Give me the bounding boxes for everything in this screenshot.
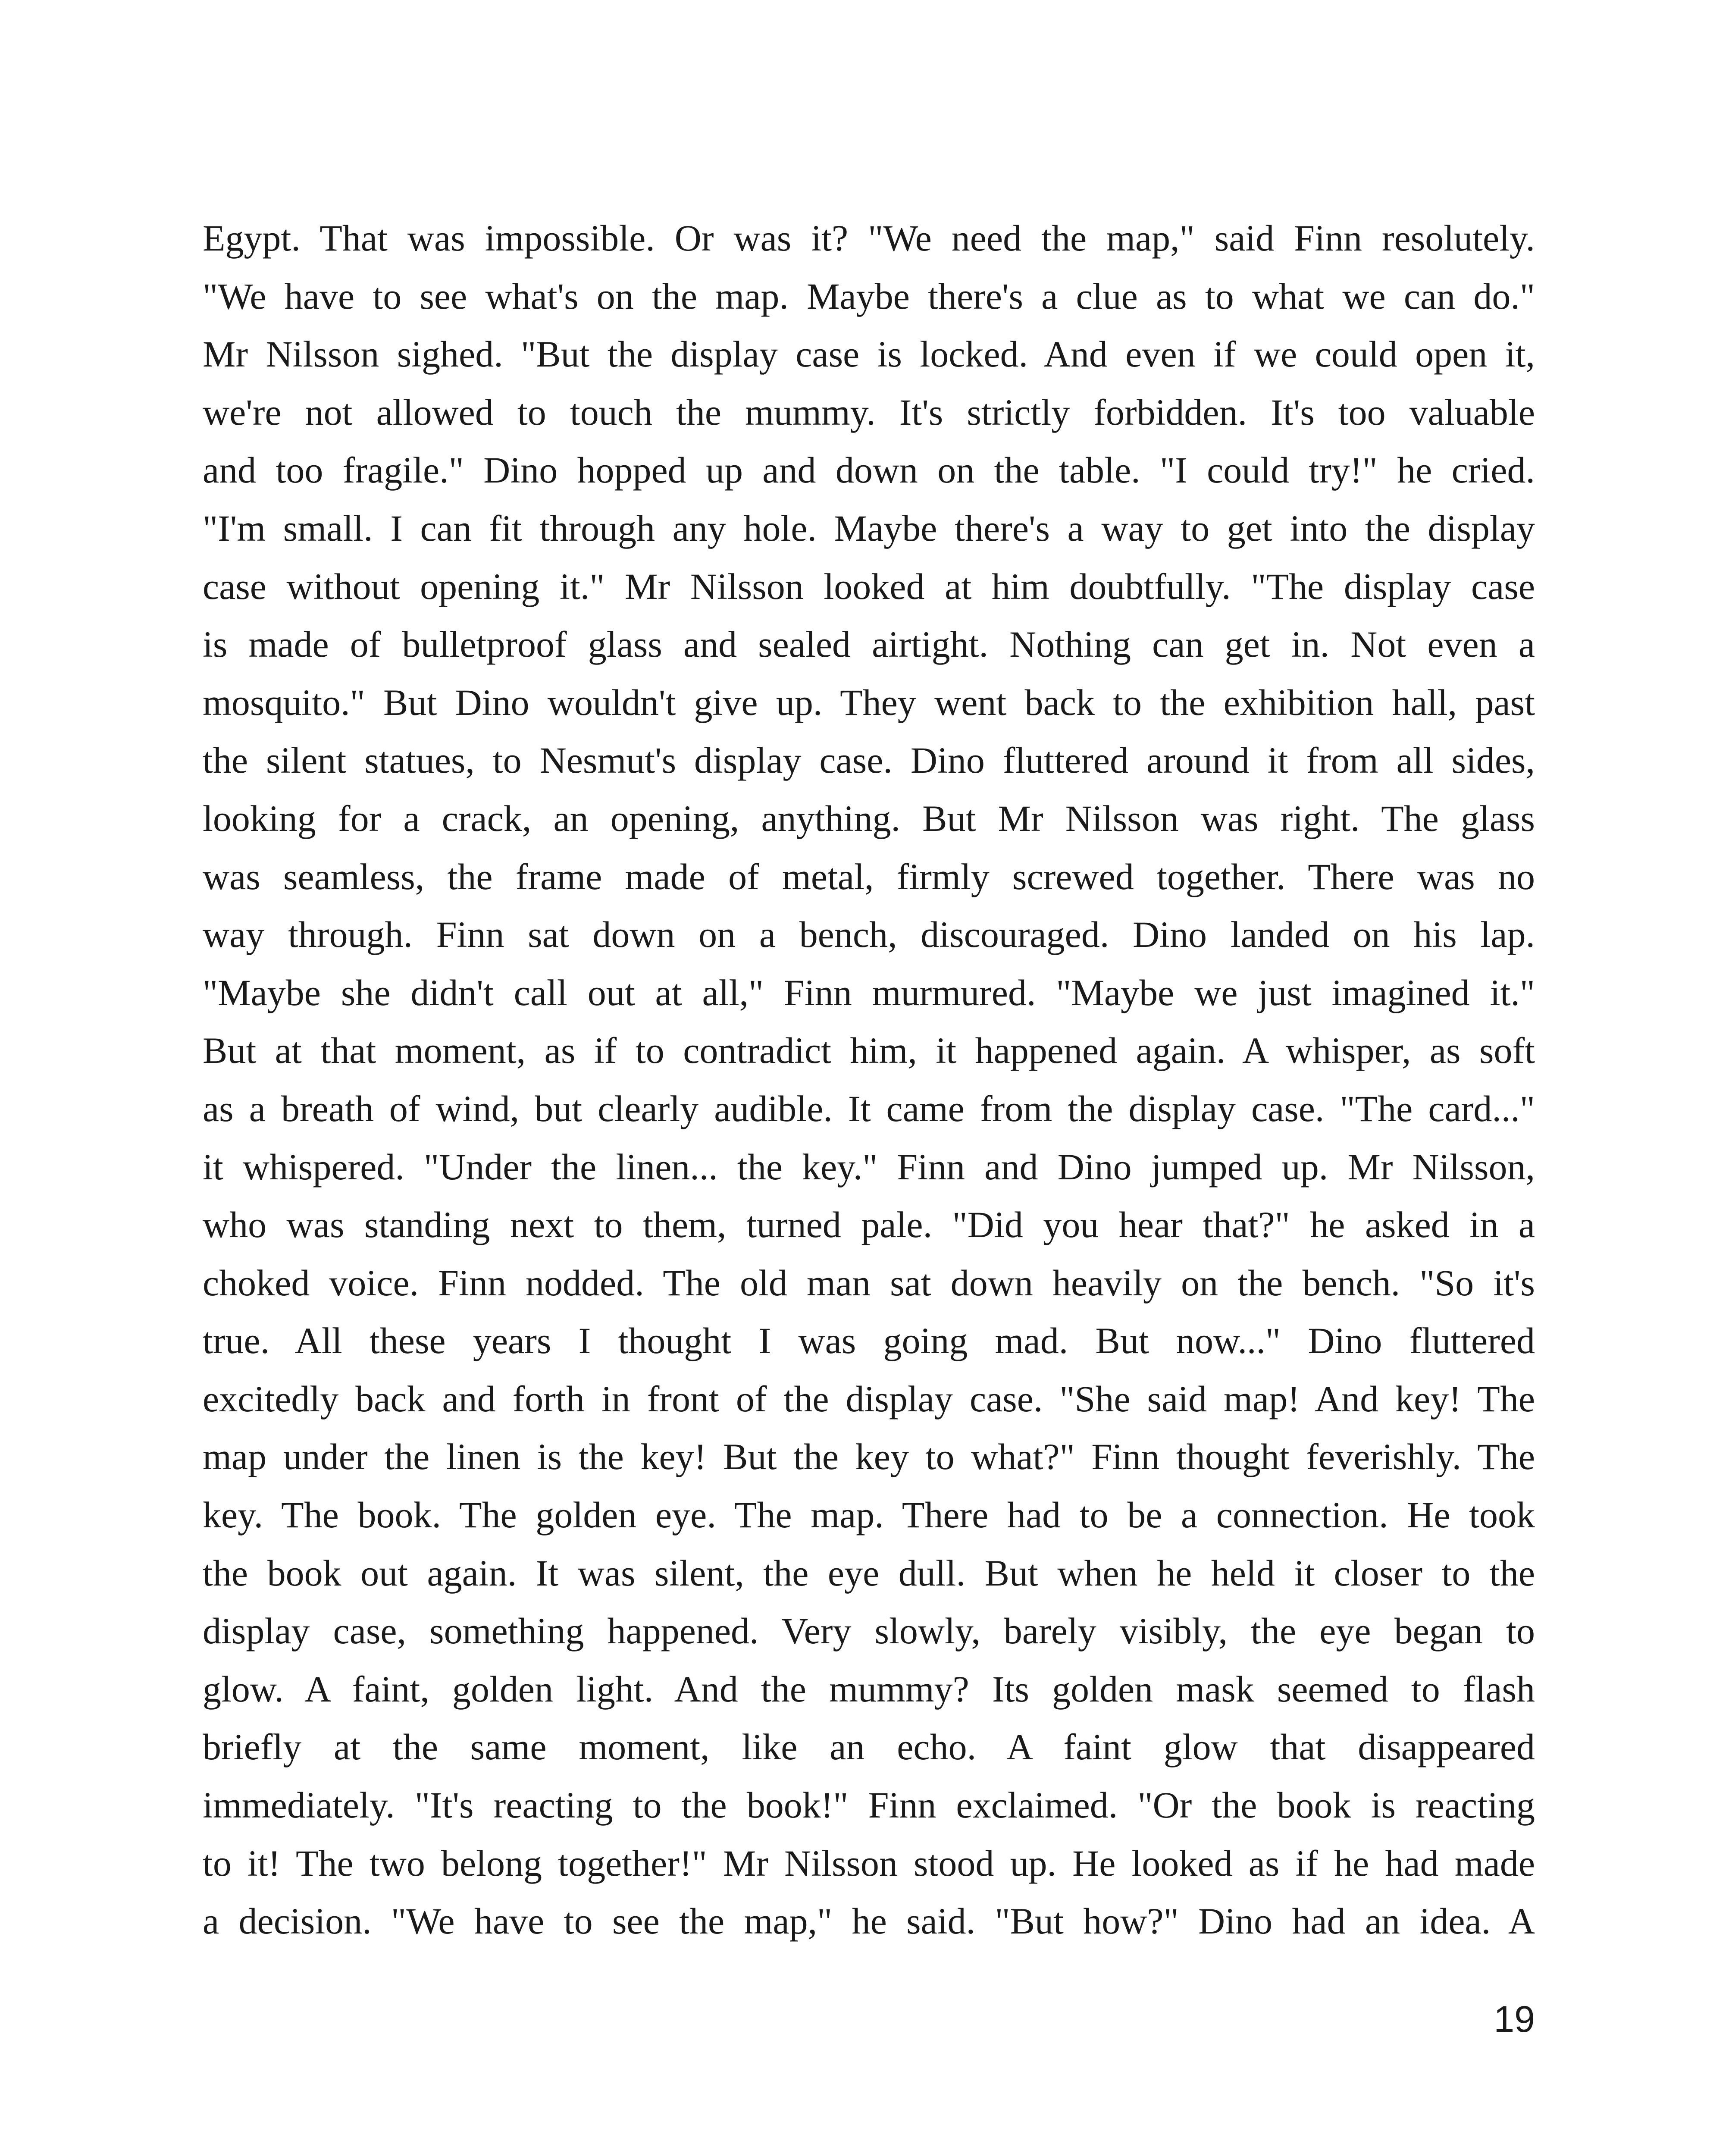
text-line: map under the linen is the key! But the key to what?" Finn thought feverishly. The [203, 1436, 1535, 1478]
text-line: But at that moment, as if to contradict him, it happened again. A whisper, as soft [203, 1030, 1535, 1072]
text-line: is made of bulletproof glass and sealed airtight. Nothing can get in. Not even a [203, 624, 1535, 665]
text-line: "Maybe she didn't call out at all," Finn murmured. "Maybe we just imagined it." [203, 971, 1535, 1013]
text-line: display case, something happened. Very slowly, barely visibly, the eye began to [203, 1610, 1535, 1652]
text-line: case without opening it." Mr Nilsson looked at him doubtfully. "The display case [203, 565, 1535, 607]
text-line: a decision. "We have to see the map," he said. "But how?" Dino had an idea. A [203, 1900, 1535, 1942]
text-line: choked voice. Finn nodded. The old man sat down heavily on the bench. "So it's [203, 1262, 1535, 1304]
text-line: the silent statues, to Nesmut's display case. Dino fluttered around it from all sides, [203, 740, 1535, 781]
text-line: who was standing next to them, turned pale. "Did you hear that?" he asked in a [203, 1204, 1535, 1246]
text-line: looking for a crack, an opening, anything. But Mr Nilsson was right. The glass [203, 797, 1535, 839]
text-line: to it! The two belong together!" Mr Nilsson stood up. He looked as if he had made [203, 1842, 1535, 1884]
text-line: Egypt. That was impossible. Or was it? "We need the map," said Finn resolutely. [203, 217, 1535, 259]
text-line: key. The book. The golden eye. The map. There had to be a connection. He took [203, 1494, 1535, 1536]
text-line: way through. Finn sat down on a bench, discouraged. Dino landed on his lap. [203, 914, 1535, 956]
text-line: as a breath of wind, but clearly audible. It came from the display case. "The card..." [203, 1087, 1535, 1129]
text-line: true. All these years I thought I was going mad. But now..." Dino fluttered [203, 1320, 1535, 1362]
text-line: was seamless, the frame made of metal, firmly screwed together. There was no [203, 856, 1535, 897]
text-line: and too fragile." Dino hopped up and down on the table. "I could try!" he cried. [203, 449, 1535, 491]
text-line: "We have to see what's on the map. Maybe there's a clue as to what we can do." [203, 275, 1535, 317]
text-line: briefly at the same moment, like an echo. A faint glow that disappeared [203, 1726, 1535, 1768]
text-line: glow. A faint, golden light. And the mummy? Its golden mask seemed to flash [203, 1668, 1535, 1710]
text-line: excitedly back and forth in front of the display case. "She said map! And key! The [203, 1378, 1535, 1420]
text-line: "I'm small. I can fit through any hole. Maybe there's a way to get into the display [203, 507, 1535, 549]
body-text [203, 209, 1535, 1950]
text-line: it whispered. "Under the linen... the key." Finn and Dino jumped up. Mr Nilsson, [203, 1146, 1535, 1188]
text-line: we're not allowed to touch the mummy. It's strictly forbidden. It's too valuable [203, 391, 1535, 433]
text-line: Mr Nilsson sighed. "But the display case is locked. And even if we could open it, [203, 333, 1535, 375]
text-line: immediately. "It's reacting to the book!" Finn exclaimed. "Or the book is reacting [203, 1784, 1535, 1826]
text-line: mosquito." But Dino wouldn't give up. They went back to the exhibition hall, past [203, 681, 1535, 723]
page-number: 19 [1494, 1999, 1535, 2040]
text-line: the book out again. It was silent, the eye dull. But when he held it closer to the [203, 1552, 1535, 1594]
